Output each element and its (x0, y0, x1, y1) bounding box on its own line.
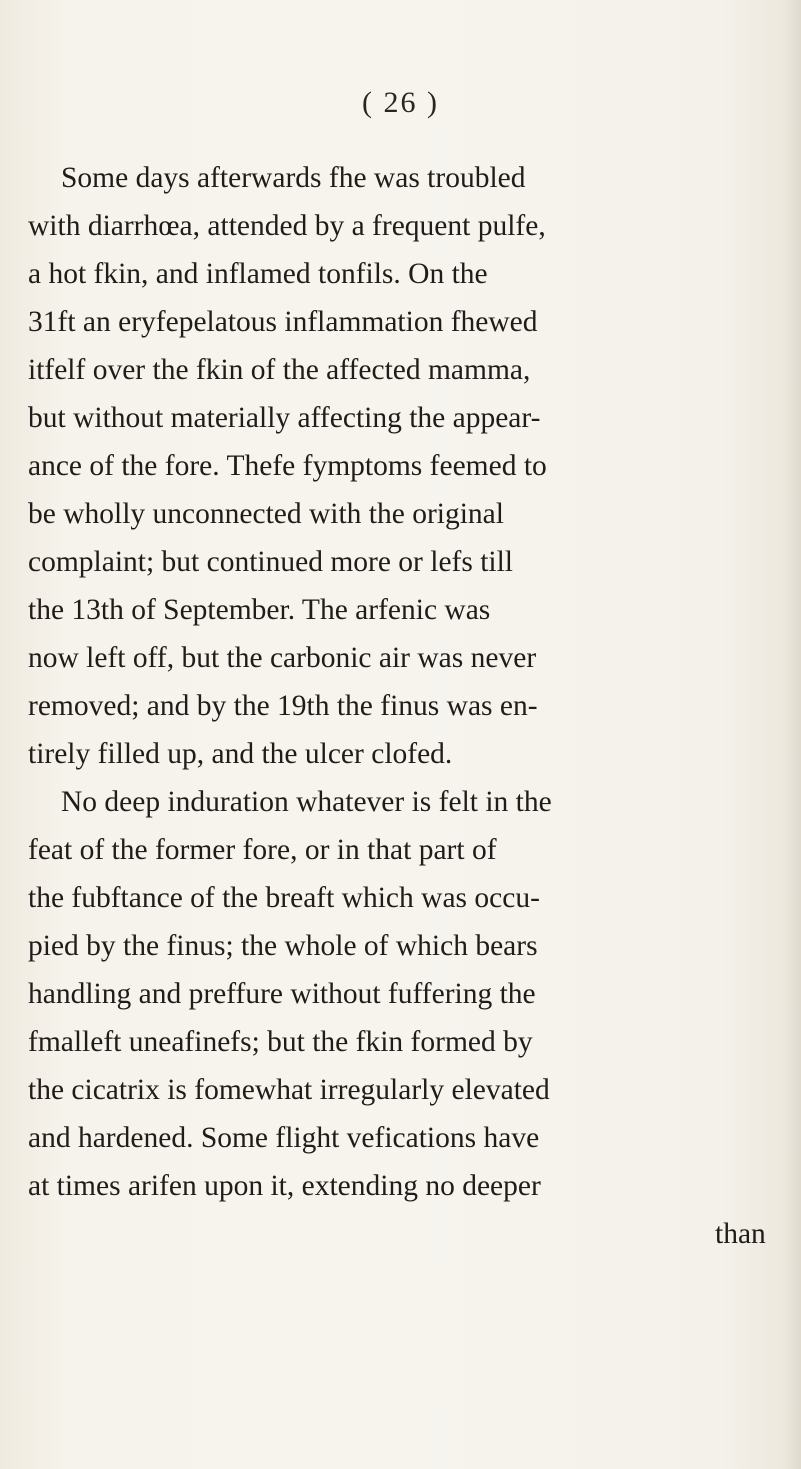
text-line: handling and preffure without fuffering the (28, 978, 536, 1010)
text-line: pied by the finus; the whole of which bears (28, 930, 538, 962)
catchword: than (715, 1218, 766, 1250)
text-line: the 13th of September. The arfenic was (28, 594, 491, 626)
text-line: the fubftance of the breaft which was occu- (28, 882, 540, 914)
text-line: feat of the former fore, or in that part of (28, 834, 497, 866)
text-line: the cicatrix is fomewhat irregularly elevated (28, 1074, 550, 1106)
text-line: tirely filled up, and the ulcer clofed. (28, 738, 453, 770)
text-line: 31ft an eryfepelatous inflammation fhewed (28, 306, 538, 338)
text-line: No deep induration whatever is felt in the (61, 786, 552, 818)
text-line: with diarrhœa, attended by a frequent pulfe, (28, 210, 546, 242)
text-line: removed; and by the 19th the finus was en- (28, 690, 538, 722)
text-line: fmalleft uneafinefs; but the fkin formed by (28, 1026, 533, 1058)
text-line: be wholly unconnected with the original (28, 498, 504, 530)
page-edge-shadow (785, 0, 801, 1469)
text-line: complaint; but continued more or lefs till (28, 546, 514, 578)
text-line: a hot fkin, and inflamed tonfils. On the (28, 258, 488, 290)
text-line: itfelf over the fkin of the affected mamma, (28, 354, 531, 386)
text-line: now left off, but the carbonic air was never (28, 642, 537, 674)
text-line: at times arifen upon it, extending no deeper (28, 1170, 541, 1202)
text-line: and hardened. Some flight vefications have (28, 1122, 540, 1154)
text-line: Some days afterwards fhe was troubled (61, 162, 526, 194)
text-line: but without materially affecting the appear- (28, 402, 541, 434)
page-number: ( 26 ) (362, 86, 439, 119)
text-line: ance of the fore. Thefe fymptoms feemed to (28, 450, 547, 482)
